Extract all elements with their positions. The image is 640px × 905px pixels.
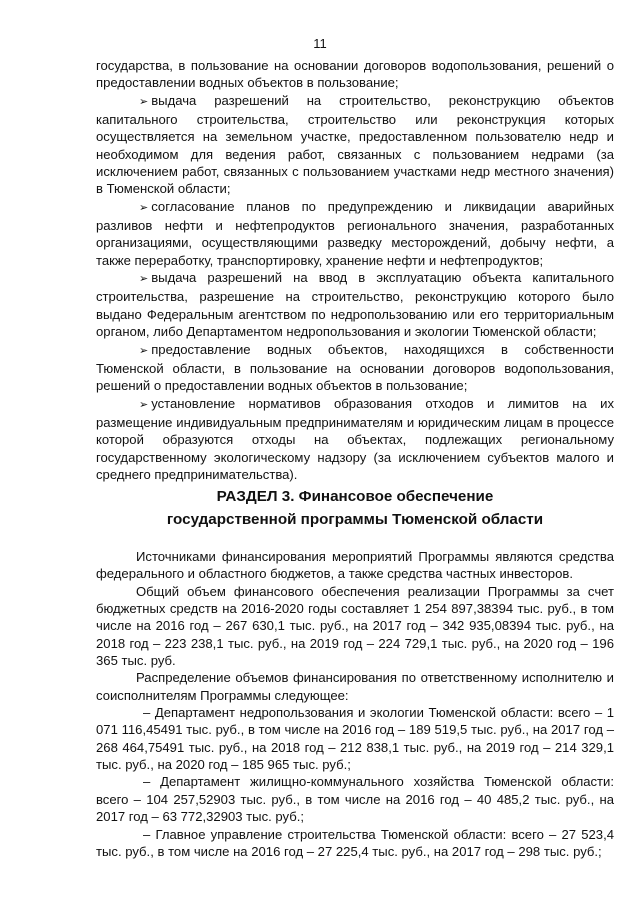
bullet-item — [96, 198, 614, 269]
bullet-text: согласование планов по предупреждению и ликвидации аварийных разливов нефти и нефтепродуктов регионального значения, разработанных организациями, осуществляющими разведку месторождений, добычу нефти, а также переработку, транспортировку, хранение нефти и нефтепродуктов; — [96, 198, 614, 268]
distribution-paragraph: Распределение объемов финансирования по ответственному исполнителю и соисполнителям Программы следующее: — [96, 670, 614, 703]
bullet-text: предоставление водных объектов, находящихся в собственности Тюменской области, в пользование на основании договоров водопользования, решений о предоставлении водных объектов в пользование; — [96, 341, 614, 394]
bullet-text: выдача разрешений на строительство, реконструкцию объектов капитального строительства, строительство или реконструкция которых осуществляется на земельном участке, предоставленном пользователю недр и необходимом для ведения работ, связанных с пользованием недрами (за исключением работ, связанных с пользованием участками недр местного значения) в Тюменской области; — [96, 92, 614, 197]
bullet-item — [96, 341, 614, 395]
intro-paragraph: государства, в пользование на основании договоров водопользования, решений о предоставлении водных объектов в пользование; — [96, 58, 614, 91]
bullet-item — [96, 269, 614, 340]
total-funding-paragraph: Общий объем финансового обеспечения реализации Программы за счет бюджетных средств на 2016-2020 годы составляет 1 254 897,38394 тыс. руб., в том числе на 2016 год – 267 630,1 тыс. руб., на 2017 год – 342 935,08394 тыс. руб., на 2018 год – 223 238,1 тыс. руб., на 2019 год – 224 729,1 тыс. руб., на 2020 год – 196 365 тыс. руб. — [96, 583, 614, 669]
lower-text-block — [96, 548, 614, 860]
arrow-bullet-icon: ➢ — [139, 344, 149, 357]
bullet-item — [96, 395, 614, 484]
arrow-bullet-icon: ➢ — [139, 398, 149, 411]
arrow-bullet-icon: ➢ — [139, 95, 149, 108]
bullet-text: установление нормативов образования отходов и лимитов на их размещение индивидуальным предпринимателям и юридическим лицам в процессе которой образуются отходы на объектах, подлежащих региональному государственному экологическому надзору (за исключением субъектов малого и среднего предпринимательства). — [96, 395, 614, 482]
bullet-text: выдача разрешений на ввод в эксплуатацию объекта капитального строительства, разрешение на строительство, реконструкцию которого было выдано Федеральным агентством по недропользованию или его территориальным органом, либо Департаментом недропользования и экологии Тюменской области; — [96, 270, 614, 340]
bullet-item — [96, 92, 614, 198]
section-heading-line-1: РАЗДЕЛ 3. Финансовое обеспечение — [216, 488, 494, 505]
section-heading-line-2: государственной программы Тюменской области — [166, 511, 544, 528]
construction-directorate-item: – Главное управление строительства Тюменской области: всего – 27 523,4 тыс. руб., в том числе на 2016 год – 27 225,4 тыс. руб., на 2017 год – 298 тыс. руб.; — [96, 826, 614, 859]
arrow-bullet-icon: ➢ — [139, 273, 149, 286]
upper-text-block — [96, 57, 614, 483]
section-heading — [96, 485, 614, 531]
dept-housing-utilities-item: – Департамент жилищно-коммунального хозяйства Тюменской области: всего – 104 257,52903 тыс. руб., в том числе на 2016 год – 40 485,2 тыс. руб., на 2017 год – 63 772,32903 тыс. руб.; — [96, 774, 614, 825]
arrow-bullet-icon: ➢ — [139, 201, 149, 214]
page-number: 11 — [313, 36, 327, 51]
funding-sources-paragraph: Источниками финансирования мероприятий Программы являются средства федерального и областного бюджетов, а также средства частных инвесторов. — [96, 549, 614, 582]
dept-subsoil-ecology-item: – Департамент недропользования и экологии Тюменской области: всего – 1 071 116,45491 тыс. руб., в том числе на 2016 год – 189 519,5 тыс. руб., на 2017 год – 268 464,75491 тыс. руб., на 2018 год – 212 838,1 тыс. руб., на 2019 год – 214 329,1 тыс. руб., на 2020 год – 185 965 тыс. руб.; — [96, 705, 614, 773]
